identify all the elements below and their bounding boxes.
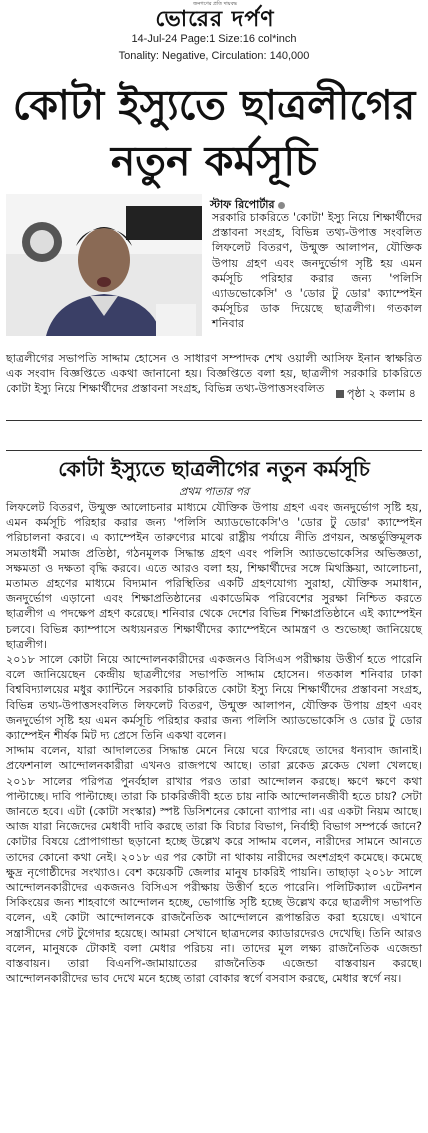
section-divider xyxy=(6,450,422,451)
jump-text: পৃষ্ঠা ২ কলাম ৪ xyxy=(347,387,416,400)
person-photo-illustration xyxy=(6,194,202,336)
lead-full-width-text: ছাত্রলীগের সভাপতি সাদ্দাম হোসেন ও সাধারণ সম্পাদক শেখ ওয়ালী আসিফ ইনান স্বাক্ষরিত এক সংবাদ বিজ্ঞপ্তিতে একথা জানানো হয়। বিজ্ঞপ্তিতে বলা হয়, ছাত্রলীগ সরকারি চাকরিতে কোটা ইস্যু নিয়ে শিক্ষার্থীদের প্রস্তাবনা সংগ্রহ, বিভিন্ন তথ্য-উপাত্তসংবলিত xyxy=(6,352,422,396)
byline-text: স্টাফ রিপোর্টার xyxy=(210,198,275,211)
body-paragraph: সাদ্দাম বলেন, যারা আদালতের সিদ্ধান্ত মেনে নিয়ে ঘরে ফিরেছে তাদের ধন্যবাদ জানাই। প্রফেশনাল আন্দোলনকারীরা এখনও রাজপথে আছে। তারা ব্লকেড ব্লকেড খেলা খেলছে। ২০১৮ সালের পরিপত্র পুনর্বহাল রাখার পরও তারা আন্দোলন করছে। ক্ষণে ক্ষণে কথা পাল্টাচ্ছে। দাবি পাল্টাচ্ছে। তারা কি চাকরিজীবী হতে চায় নাকি আন্দোলনজীবী হতে চায়? সেটা জানতে হবে। এটা (কোটা সংস্কার) স্পষ্ট ডিসিশনের কোনো ব্যাপার না। এর একটা নিয়ম আছে। আজ যারা নিজেদের মেধাবী দাবি করছে তারা কি বিচার বিভাগ, নির্বাহী বিভাগ সম্পর্কে জানে? কোটার বিষয়ে প্রোপাগান্ডা ছড়ানো হচ্ছে উল্লেখ করে সাদ্দাম বলেন, নারীদের সামনে আনতে তাদের কোনো কথা নেই। ২০১৮ এর পর কোটা না থাকায় নারীদের অংশগ্রহণ কমেছে। কমেছে ক্ষুদ্র নৃগোষ্ঠীদের সংখ্যাও। বেশ কয়েকটি জেলার মানুষ চাকরিই পায়নি। তাছাড়া ২০১৮ সালে আন্দোলনকারীদের একজনও বিসিএস পরীক্ষায় উত্তীর্ণ হতে পারেনি। পলিটিক্যাল এটেনশন সিকিংয়ের জন্য শাহবাগে আন্দোলন হচ্ছে, ভোগান্তি সৃষ্টি হচ্ছে উল্লেখ করে ছাত্রলীগ সভাপতি বলেন, এই কোটা আন্দোলনকে রাজনৈতিক আন্দোলনে রূপান্তরিত করা হয়েছে। এখানে সন্ত্রাসীদের গেট টুগেদার হয়েছে। আমরা সেখানে ছাত্রদলের ক্যাডারদেরও দেখেছি। তিনি আরও বলেন, মানুষকে টোকাই বলা মেধার পরিচয় না। তাদের মূল লক্ষ্য রাজনৈতিক এজেন্ডা বাস্তবায়ন। তারা বিএনপি-জামায়াতের রাজনৈতিক এজেন্ডা বাস্তবায়ন করছে। আন্দোলনকারীদের ভাব দেখে মনে হচ্ছে তারা বোকার স্বর্গে বসবাস করছে, মেধার স্বর্গে নয়। xyxy=(6,744,422,986)
continuation-body xyxy=(6,500,422,987)
newspaper-logo: ভোরের দর্পণ xyxy=(155,6,275,32)
news-photo xyxy=(6,194,202,336)
continuation-subline: প্রথম পাতার পর xyxy=(178,485,250,498)
clipping-meta-date: 14-Jul-24 Page:1 Size:16 col*inch xyxy=(131,33,297,45)
lead-column-text: সরকারি চাকরিতে 'কোটা' ইস্যু নিয়ে শিক্ষার্থীদের প্রস্তাবনা সংগ্রহ, বিভিন্ন তথ্য-উপাত্ত সংবলিত লিফলেট বিতরণ, উন্মুক্ত আলাপন, যৌক্তিক উপায় গ্রহণ এবং জনদুর্ভোগ সৃষ্টি হয় এমন কর্মসূচি পরিহার করার জন্য 'পলিসি এ্যাডভোকেসি' ও 'ডোর টু ডোর' ক্যাম্পেইন কর্মসূচির ডাক দিয়েছে ছাত্রলীগ। গতকাল শনিবার xyxy=(212,211,422,331)
square-bullet-icon xyxy=(336,390,344,398)
section-divider xyxy=(6,420,422,421)
continuation-headline: কোটা ইস্যুতে ছাত্রলীগের নতুন কর্মসূচি xyxy=(58,457,370,481)
logo-tagline: জনগণের প্রতি দায়বদ্ধ xyxy=(192,1,238,7)
body-paragraph: লিফলেট বিতরণ, উন্মুক্ত আলোচনার মাধ্যমে যৌক্তিক উপায় গ্রহণ এবং জনদুর্ভোগ সৃষ্টি হয়, এমন কর্মসূচি পরিহার করার জন্য 'পলিসি অ্যাডভোকেসি'ও 'ডোর টু ডোর' ক্যাম্পেইন পরিচালনা করবে। এ ক্যাম্পেইন তারুণ্যের মাঝে রাষ্ট্রীয় পর্যায়ে নীতি প্রণয়ন, অন্তর্ভুক্তিমূলক সমতাধর্মী সমাজ প্রতিষ্ঠা, গঠনমূলক সিদ্ধান্ত গ্রহণ এবং পলিসি অ্যাডভোকেসির অভিজ্ঞতা, সক্ষমতা ও দক্ষতা বৃদ্ধি করবে। এতে আরও বলা হয়, শিক্ষার্থীদের সঙ্গে মিথস্ক্রিয়া, আলোচনা, মতামত গ্রহণের মাধ্যমে বিদ্যমান পরিস্থিতির একটি গ্রহণযোগ্য সুরাহা, যৌক্তিক সমাধান, জনদুর্ভোগ এড়ানো এবং শিক্ষাপ্রতিষ্ঠানের একাডেমিক পরিবেশের সুরক্ষা নিশ্চিত করতে ছাত্রলীগ এ পদক্ষেপ গ্রহণ করেছে। শনিবার থেকে দেশের বিভিন্ন শিক্ষাপ্রতিষ্ঠানে এই ক্যাম্পেইন চলবে। বিভিন্ন ক্যাম্পাসে অধ্যয়নরত শিক্ষার্থীদের ক্যাম্পেইনে আমন্ত্রণ ও শুভেচ্ছা জানিয়েছে ছাত্রলীগ। xyxy=(6,501,422,651)
bullet-icon xyxy=(278,202,285,209)
headline-line2: নতুন কর্মসূচি xyxy=(110,137,318,185)
clipping-meta-tonality: Tonality: Negative, Circulation: 140,000 xyxy=(118,50,310,62)
headline-line1: কোটা ইস্যুতে ছাত্রলীগের xyxy=(12,81,416,129)
continued-jump xyxy=(336,385,416,404)
body-paragraph: ২০১৮ সালে কোটা নিয়ে আন্দোলনকারীদের একজনও বিসিএস পরীক্ষায় উত্তীর্ণ হতে পারেনি বলে জানিয়েছেন কেন্দ্রীয় ছাত্রলীগের সভাপতি সাদ্দাম হোসেন। গতকাল শনিবার ঢাকা বিশ্ববিদ্যালয়ের মধুর ক্যান্টিনে সরকারি চাকরিতে কোটা ইস্যু নিয়ে শিক্ষার্থীদের প্রস্তাবনা সংগ্রহ, বিভিন্ন তথ্য-উপাত্তসংবলিত লিফলেট বিতরণ, উন্মুক্ত আলাপন, যৌক্তিক উপায় গ্রহণ এবং জনদুর্ভোগ সৃষ্টি হয় এমন কর্মসূচি পরিহার করার জন্য পলিসি অ্যাডভোকেসি ও ডোর টু ডোর ক্যাম্পেইন শীর্ষক মিট দ্য প্রেসে তিনি একথা বলেন। xyxy=(6,653,422,743)
